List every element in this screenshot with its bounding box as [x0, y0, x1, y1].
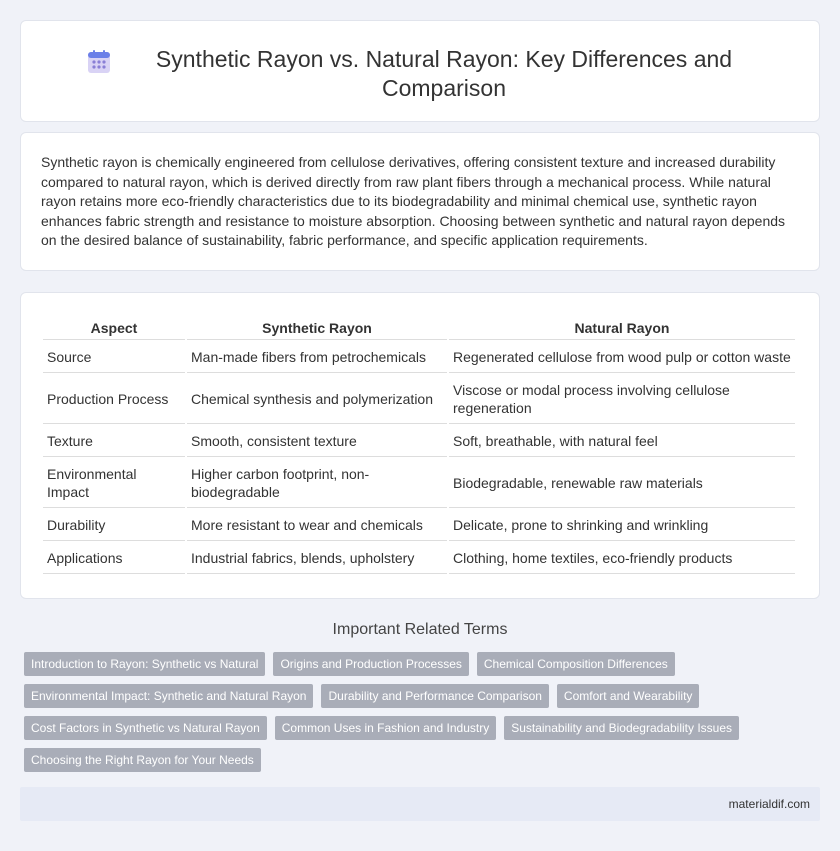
- table-row: [43, 342, 795, 373]
- row-aspect: Texture: [43, 426, 185, 457]
- row-synthetic: Industrial fabrics, blends, upholstery: [187, 543, 447, 574]
- related-tag[interactable]: Sustainability and Biodegradability Issues: [504, 716, 739, 740]
- footer: [20, 787, 820, 821]
- related-tag[interactable]: Comfort and Wearability: [557, 684, 700, 708]
- row-natural: Biodegradable, renewable raw materials: [449, 459, 795, 508]
- summary-card: [20, 132, 820, 271]
- row-natural: Delicate, prone to shrinking and wrinkling: [449, 510, 795, 541]
- row-aspect: Durability: [43, 510, 185, 541]
- footer-site[interactable]: materialdif.com: [728, 797, 810, 811]
- table-row: [43, 543, 795, 574]
- related-tag[interactable]: Chemical Composition Differences: [477, 652, 675, 676]
- row-synthetic: More resistant to wear and chemicals: [187, 510, 447, 541]
- related-tag[interactable]: Environmental Impact: Synthetic and Natural Rayon: [24, 684, 313, 708]
- row-natural: Soft, breathable, with natural feel: [449, 426, 795, 457]
- row-synthetic: Higher carbon footprint, non-biodegradable: [187, 459, 447, 508]
- header-aspect: Aspect: [43, 315, 185, 340]
- row-synthetic: Smooth, consistent texture: [187, 426, 447, 457]
- row-synthetic: Chemical synthesis and polymerization: [187, 375, 447, 424]
- row-natural: Regenerated cellulose from wood pulp or cotton waste: [449, 342, 795, 373]
- related-tag[interactable]: Common Uses in Fashion and Industry: [275, 716, 496, 740]
- related-terms-tags: [24, 652, 804, 772]
- comparison-table: [41, 313, 797, 576]
- row-aspect: Source: [43, 342, 185, 373]
- calendar-grid-icon: [86, 49, 112, 75]
- header-card: [20, 20, 820, 122]
- related-tag[interactable]: Durability and Performance Comparison: [321, 684, 548, 708]
- table-row: [43, 459, 795, 508]
- summary-text: Synthetic rayon is chemically engineered from cellulose derivatives, offering consistent texture and increased durability compared to natural rayon, which is derived directly from raw plant fibers through a mechanical process. While natural rayon retains more eco-friendly characteristics due to its biodegradability and minimal chemical use, synthetic rayon enhances fabric strength and resistance to moisture absorption. Choosing between synthetic and natural rayon depends on the desired balance of sustainability, fabric performance, and specific application requirements.: [41, 154, 786, 248]
- header-synthetic: Synthetic Rayon: [187, 315, 447, 340]
- related-tag[interactable]: Origins and Production Processes: [273, 652, 468, 676]
- related-terms-title: Important Related Terms: [332, 621, 508, 638]
- table-row: [43, 510, 795, 541]
- row-natural: Clothing, home textiles, eco-friendly products: [449, 543, 795, 574]
- table-row: [43, 375, 795, 424]
- related-tag[interactable]: Introduction to Rayon: Synthetic vs Natural: [24, 652, 265, 676]
- table-row: [43, 426, 795, 457]
- row-synthetic: Man-made fibers from petrochemicals: [187, 342, 447, 373]
- page-title: Synthetic Rayon vs. Natural Rayon: Key Differences and Comparison: [155, 46, 733, 101]
- related-tag[interactable]: Choosing the Right Rayon for Your Needs: [24, 748, 261, 772]
- header-natural: Natural Rayon: [449, 315, 795, 340]
- row-aspect: Environmental Impact: [43, 459, 185, 508]
- related-tag[interactable]: Cost Factors in Synthetic vs Natural Rayon: [24, 716, 267, 740]
- row-aspect: Production Process: [43, 375, 185, 424]
- row-aspect: Applications: [43, 543, 185, 574]
- comparison-table-card: [20, 292, 820, 599]
- table-header-row: [43, 315, 795, 340]
- row-natural: Viscose or modal process involving cellulose regeneration: [449, 375, 795, 424]
